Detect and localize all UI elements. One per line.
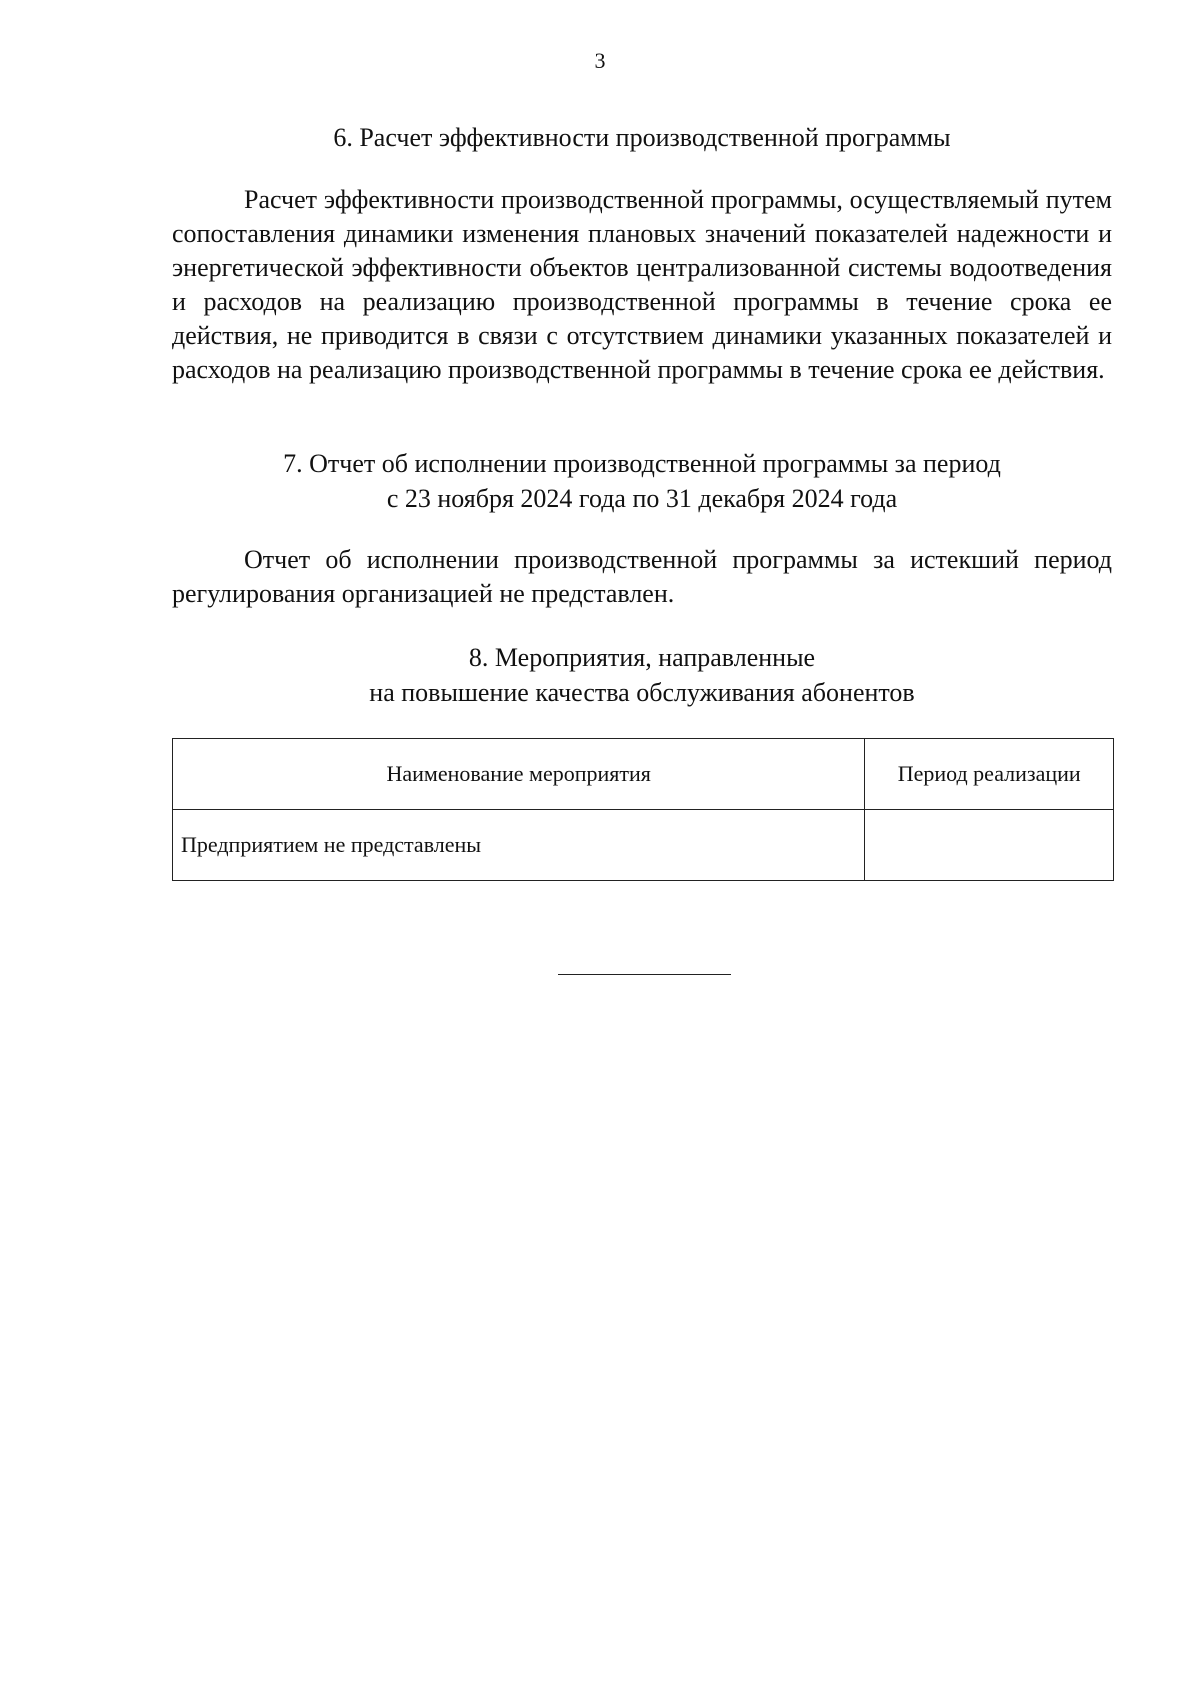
- section-7-heading: [172, 446, 1112, 516]
- section-7-heading-line-2: с 23 ноября 2024 года по 31 декабря 2024 года: [386, 484, 898, 513]
- section-6-paragraph: Расчет эффективности производственной программы, осуществляемый путем сопоставления динамики изменения плановых значений показателей надежности и энергетической эффективности объектов централизованной системы водоотведения и расходов на реализацию производственной программы в течение срока ее действия, не приводится в связи с отсутствием динамики указанных показателей и расходов на реализацию производственной программы в течение срока ее действия.: [172, 185, 1112, 384]
- column-header-period: Период реализации: [865, 739, 1114, 810]
- table-cell-event-name: Предприятием не представлены: [173, 810, 865, 881]
- table-header-row: [173, 739, 1114, 810]
- table-cell-period: [865, 810, 1114, 881]
- section-8-heading-line-2: на повышение качества обслуживания абонентов: [369, 678, 915, 707]
- events-table: [172, 738, 1114, 881]
- column-header-event-name: Наименование мероприятия: [173, 739, 865, 810]
- section-7-paragraph: Отчет об исполнении производственной программы за истекший период регулирования организацией не представлен.: [172, 545, 1112, 608]
- section-7-heading-line-1: 7. Отчет об исполнении производственной программы за период: [283, 449, 1001, 478]
- section-8-heading: [172, 640, 1112, 710]
- page-number: 3: [594, 48, 606, 73]
- table-row: [173, 810, 1114, 881]
- end-of-document-rule: [558, 974, 731, 975]
- section-8-heading-line-1: 8. Мероприятия, направленные: [468, 643, 816, 672]
- section-6-heading: 6. Расчет эффективности производственной программы: [333, 123, 951, 152]
